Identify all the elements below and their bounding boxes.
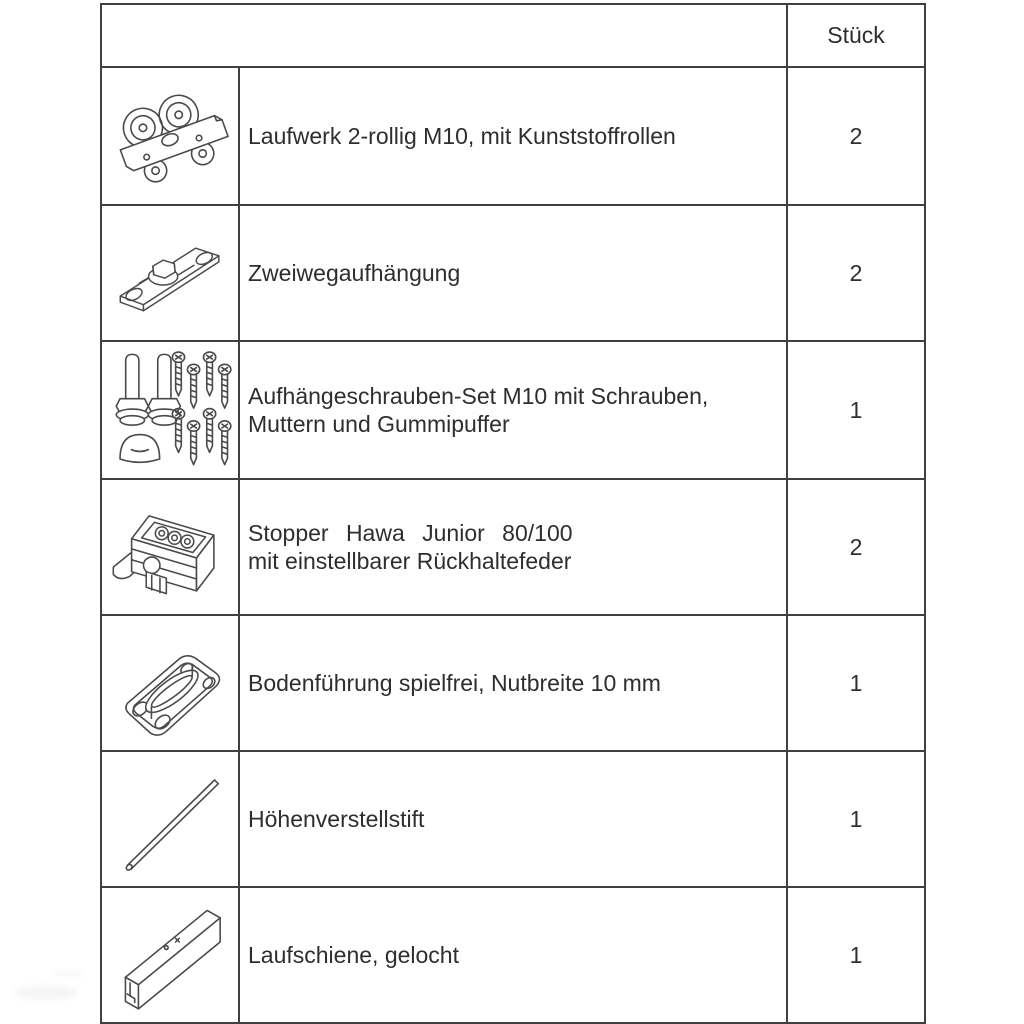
- header-parts-cell: [101, 4, 787, 67]
- quantity-value: 2: [787, 479, 925, 615]
- part-description: [239, 205, 787, 341]
- table-row: [101, 887, 925, 1023]
- part-description-line: Höhenverstellstift: [248, 806, 425, 832]
- part-description: [239, 67, 787, 205]
- laufwerk-icon: [105, 70, 235, 202]
- hoehenverstellstift-icon: [105, 754, 235, 884]
- part-illustration-cell: [101, 615, 239, 751]
- watermark-smudge: [14, 986, 78, 1000]
- part-description-line: Zweiwegaufhängung: [248, 260, 461, 286]
- stopper-icon: [106, 483, 234, 611]
- table-row: [101, 341, 925, 479]
- part-illustration-cell: [101, 479, 239, 615]
- schrauben-set-icon: [104, 344, 236, 476]
- part-illustration-cell: [101, 341, 239, 479]
- header-qty-label: Stück: [787, 4, 925, 67]
- part-description-line: Muttern und Gummipuffer: [248, 411, 510, 437]
- part-illustration-cell: [101, 67, 239, 205]
- watermark-smudge: [52, 971, 86, 976]
- part-description-line: mit einstellbarer Rückhaltefeder: [248, 548, 572, 574]
- part-description: [239, 751, 787, 887]
- table-row: [101, 479, 925, 615]
- part-illustration-cell: [101, 887, 239, 1023]
- parts-list-table: [100, 3, 924, 1024]
- table-row: [101, 615, 925, 751]
- quantity-value: 2: [787, 67, 925, 205]
- part-description-line: Laufschiene, gelocht: [248, 942, 459, 968]
- table-row: [101, 205, 925, 341]
- table-row: [101, 67, 925, 205]
- part-description-line: Bodenführung spielfrei, Nutbreite 10 mm: [248, 670, 661, 696]
- part-description-line: Stopper Hawa Junior 80/100: [248, 520, 573, 546]
- part-description-line: Laufwerk 2-rollig M10, mit Kunststoffrollen: [248, 123, 676, 149]
- quantity-value: 1: [787, 751, 925, 887]
- bodenfuehrung-icon: [105, 618, 235, 748]
- zweiwegaufhaengung-icon: [104, 213, 236, 333]
- quantity-value: 1: [787, 341, 925, 479]
- part-description: [239, 887, 787, 1023]
- laufschiene-icon: [105, 890, 235, 1020]
- part-description: [239, 615, 787, 751]
- part-description: [239, 341, 787, 479]
- quantity-value: 1: [787, 615, 925, 751]
- header-row: [101, 4, 925, 67]
- quantity-value: 1: [787, 887, 925, 1023]
- part-description-line: Aufhängeschrauben-Set M10 mit Schrauben,: [248, 383, 709, 409]
- part-description: [239, 479, 787, 615]
- quantity-value: 2: [787, 205, 925, 341]
- table-row: [101, 751, 925, 887]
- part-illustration-cell: [101, 751, 239, 887]
- part-illustration-cell: [101, 205, 239, 341]
